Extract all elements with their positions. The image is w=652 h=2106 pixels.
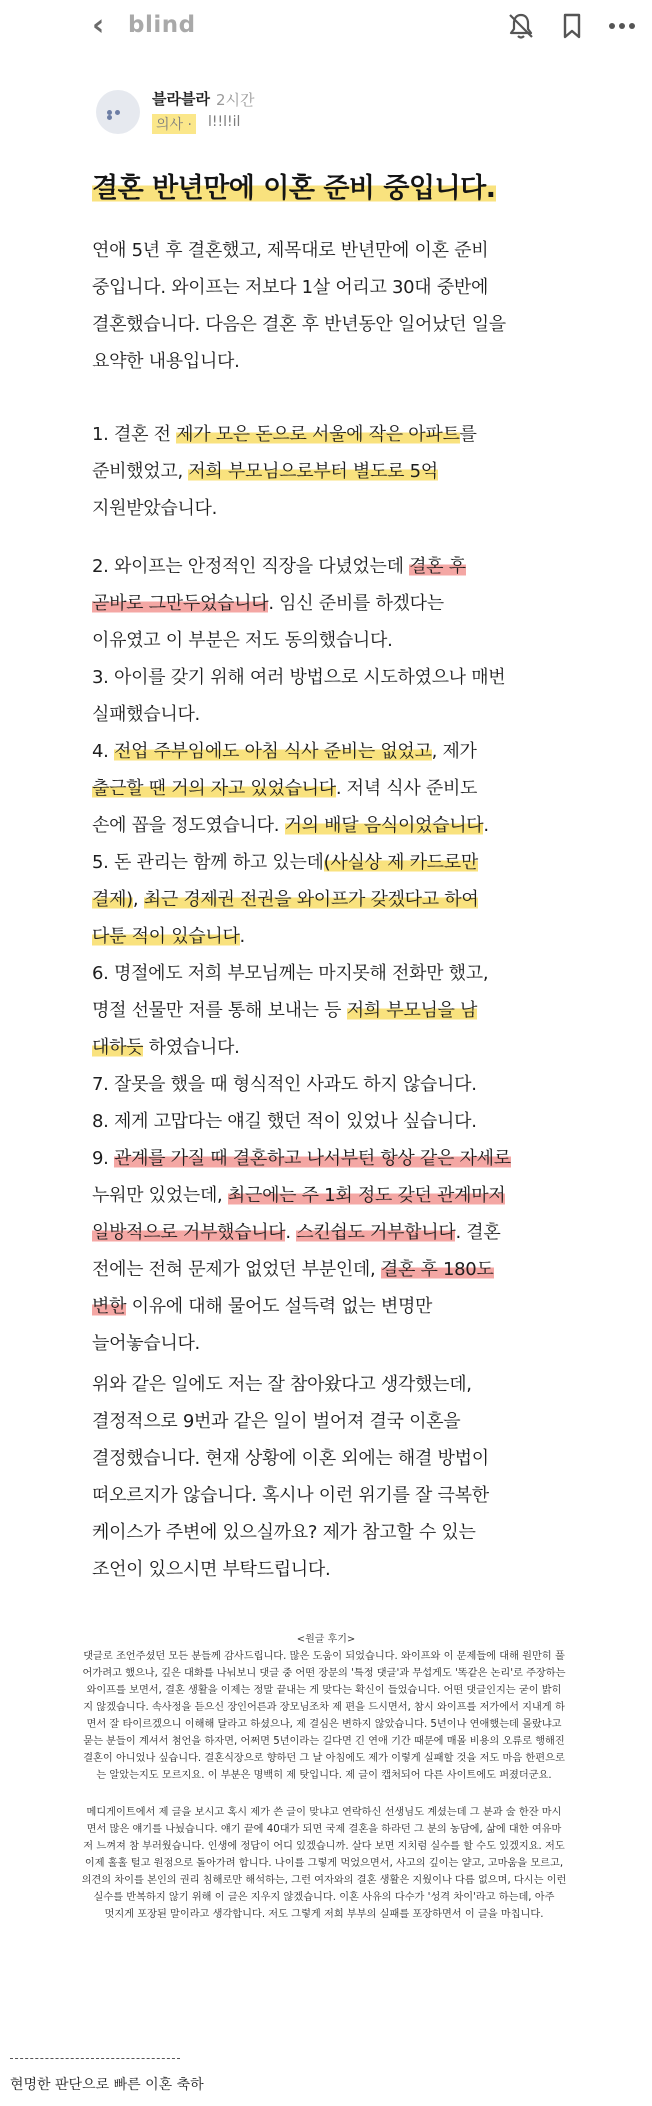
- post-item-3: 3. 아이를 갖기 위해 여러 방법으로 시도하였으나 매번 실패했습니다.: [92, 667, 506, 725]
- chat-bubble-icon: [107, 110, 129, 116]
- post-title: 결혼 반년만에 이혼 준비 중입니다.: [92, 173, 496, 204]
- post-intro: 연애 5년 후 결혼했고, 제목대로 반년만에 이혼 준비 중입니다. 와이프는 저보다 1살 어리고 30대 중반에 결혼했습니다. 다음은 결혼 후 반년동안 일어났던 일을 요약한 내용입니다.: [92, 240, 506, 372]
- author-name[interactable]: 블라블라: [152, 90, 210, 108]
- post-item-6: 6. 명절에도 저희 부모님께는 마지못해 전화만 했고, 명절 선물만 저를 통해 보내는 등 저희 부모님을 남 대하듯 하였습니다.: [92, 963, 489, 1058]
- post-item-4: 4. 전업 주부임에도 아침 식사 준비는 없었고, 제가 출근할 땐 거의 자고 있었습니다. 저녁 식사 준비도 손에 꼽을 정도였습니다. 거의 배달 음식이었습니다.: [92, 741, 489, 836]
- post-item-1: 1. 결혼 전 제가 모은 돈으로 서울에 작은 아파트를 준비했었고, 저희 부모님으로부터 별도로 5억 지원받았습니다.: [92, 424, 477, 519]
- post-item-8: 8. 제게 고맙다는 얘길 했던 적이 있었나 싶습니다.: [92, 1111, 477, 1132]
- app-logo: blind: [128, 12, 196, 38]
- post-item-7: 7. 잘못을 했을 때 형식적인 사과도 하지 않습니다.: [92, 1074, 477, 1095]
- review-title: <원글 후기>: [296, 1634, 356, 1645]
- notification-off-icon[interactable]: [505, 10, 537, 42]
- back-arrow-icon[interactable]: ‹: [92, 8, 105, 43]
- avatar[interactable]: [96, 90, 140, 134]
- bookmark-icon[interactable]: [556, 10, 588, 42]
- author-company: l!!l!il: [208, 114, 241, 130]
- more-options-icon[interactable]: [606, 10, 638, 42]
- post-time: 2시간: [216, 91, 255, 109]
- comment-divider: [10, 2058, 180, 2059]
- author-job: 의사 ·: [152, 114, 196, 134]
- top-bar: [0, 0, 652, 56]
- review-paragraph-2: 메디게이트에서 제 글을 보시고 혹시 제가 쓴 글이 맞냐고 연락하신 선생님도 계셨는데 그 분과 술 한잔 마시 면서 많은 얘기를 나눴습니다. 얘기 끝에 40대가 되면 국제 결혼을 하라던 그 분의 농담에, 삶에 대한 여유마 저 느껴져 참 부러웠습니다. 인생에 정답이 어디 있겠습니까. 살다 보면 지치럼 실수를 할 수도 있겠지요. 저도 이제 홀홀 털고 원점으로 돌아가려 합니다. 나이를 그렇게 먹었으면서, 사고의 깊이는 얕고, 고마움을 모르고, 의견의 차이를 본인의 권리 침해로만 해석하는, 그런 여자와의 결혼 생활은 지웠이나 다름 없으며, 다시는 이런 실수를 반복하지 않기 위해 이 글은 지우지 않겠습니다. 이혼 사유의 다수가 '성격 차이'라고 하는데, 아주 멋지게 포장된 말이라고 생각합니다. 저도 그렇게 저희 부부의 실패를 포장하면서 이 글을 마칩니다.: [81, 1807, 567, 1920]
- comment-text: 현명한 판단으로 빠른 이혼 축하: [10, 2077, 204, 2093]
- post-item-9: 9. 관계를 가질 때 결혼하고 나서부턴 항상 같은 자세로 누워만 있었는데, 최근에는 주 1회 정도 갖던 관계마저 일방적으로 거부했습니다. 스킨쉽도 거부합니다. 결혼 전에는 전혀 문제가 없었던 부분인데, 결혼 후 180도 변한 이유에 대해 물어도 설득력 없는 변명만 늘어놓습니다.: [92, 1148, 511, 1354]
- post-item-2: 2. 와이프는 안정적인 직장을 다녔었는데 결혼 후 곧바로 그만두었습니다. 임신 준비를 하겠다는 이유였고 이 부분은 저도 동의했습니다.: [92, 556, 466, 651]
- review-paragraph-1: 댓글로 조언주셨던 모든 분들께 감사드립니다. 많은 도움이 되었습니다. 와이프와 이 문제들에 대해 원만히 풀 어가려고 했으나, 깊은 대화를 나눠보니 댓글 중 어떤 장문의 '특정 댓글'과 무섭게도 '똑같은 논리'로 주장하는 와이프를 보면서, 결혼 생활을 이제는 정말 끝내는 게 맞다는 확신이 들었습니다. 어떤 댓글인지는 굳이 밝히 지 않겠습니다. 속사정을 듣으신 장인어른과 장모님조차 제 편을 드시면서, 참시 와이프를 저가에서 지내게 하 면서 잘 타이르겠으니 이해해 달라고 하셨으나, 제 결심은 변하지 않았습니다. 5년이나 연애했는데 몰랐냐고 묻는 분들이 계셔서 첨언을 하자면, 어쩌면 5년이라는 길다면 긴 연애 기간 때문에 매몰 비용의 오류로 행해진 결혼이 아니었나 싶습니다. 결혼식장으로 향하던 그 날 아침에도 제가 이렇게 실패할 것을 저도 마음 한편으로 는 알았는지도 모르지요. 이 부분은 명백히 제 탓입니다. 제 글이 캡처되어 다른 사이트에도 퍼졌더군요.: [82, 1651, 566, 1781]
- post-item-5: 5. 돈 관리는 함께 하고 있는데(사실상 제 카드로만 결제), 최근 경제권 전권을 와이프가 갖겠다고 하여 다툰 적이 있습니다.: [92, 852, 479, 947]
- post-author: [90, 84, 490, 144]
- post-conclusion: 위와 같은 일에도 저는 잘 참아왔다고 생각했는데, 결정적으로 9번과 같은 일이 벌어져 결국 이혼을 결정했습니다. 현재 상황에 이혼 외에는 해결 방법이 떠오르지가 않습니다. 혹시나 이런 위기를 잘 극복한 케이스가 주변에 있으실까요? 제가 참고할 수 있는 조언이 있으시면 부탁드립니다.: [92, 1374, 489, 1580]
